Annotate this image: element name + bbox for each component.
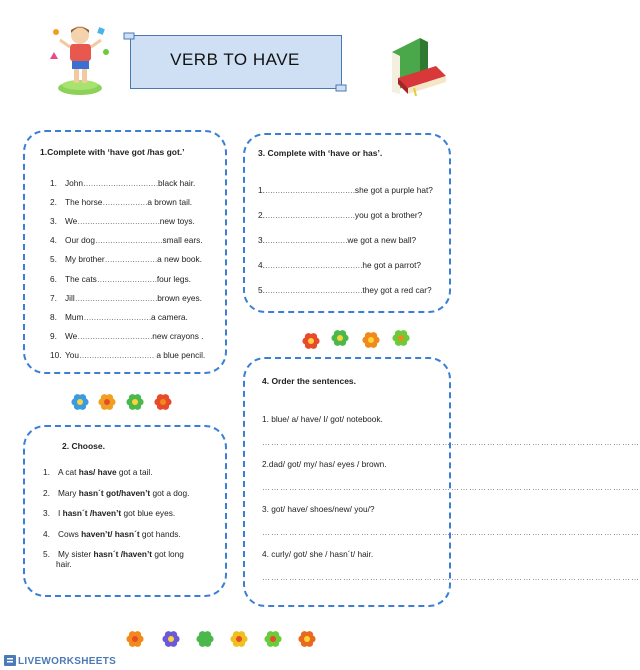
item-number: 6.: [50, 273, 57, 284]
section-3-item: [258, 185, 433, 195]
flower-icon: [162, 630, 180, 648]
answer-line[interactable]: ………………………………………………………………………………………………………………: [262, 483, 640, 492]
item-number: 1.: [258, 185, 265, 195]
section-2-item: [43, 467, 153, 477]
answer-choice[interactable]: haven’t/ hasn´t: [81, 528, 140, 539]
section-3-item: [258, 235, 416, 245]
section-3-item: [258, 285, 432, 295]
item-number: 3.: [258, 235, 265, 245]
section-3-header: 3. Complete with ‘have or has’.: [258, 148, 383, 158]
item-ending: brown eyes.: [157, 292, 202, 303]
item-subject: The cats: [65, 273, 97, 284]
section-1-item: [50, 235, 203, 245]
item-ending: got hands.: [139, 528, 181, 539]
section-4-item: 4. curly/ got/ she / hasn´t/ hair.: [262, 549, 374, 559]
item-ending: they got a red car?: [362, 285, 432, 295]
item-number: 2.: [258, 210, 265, 220]
item-ending: black hair.: [158, 178, 196, 188]
answer-line[interactable]: ………………………………………………………………………………………………………………: [262, 573, 640, 582]
item-subject: We: [65, 216, 78, 227]
item-number: 9.: [50, 330, 57, 341]
answer-blank[interactable]: ………………: [102, 198, 148, 208]
section-2-item: [43, 488, 189, 498]
item-number: 1.: [43, 467, 50, 477]
item-number: 4.: [43, 528, 50, 539]
section-1-item: [50, 274, 191, 284]
item-number: 5.: [258, 285, 265, 295]
item-number: 2.: [50, 197, 57, 208]
answer-blank[interactable]: …………………………………: [264, 286, 363, 295]
flower-icon: [331, 329, 349, 347]
item-ending: got long: [152, 549, 184, 559]
section-3-item: [258, 210, 422, 220]
section-1-item: [50, 197, 192, 207]
section-1-item: [50, 293, 202, 303]
answer-choice[interactable]: has/ have: [78, 467, 117, 477]
item-subject: The horse: [65, 197, 103, 208]
section-1-item: [50, 216, 195, 226]
answer-blank[interactable]: ………………………: [94, 236, 163, 246]
section-3-item: [258, 260, 421, 270]
flower-icon: [264, 630, 282, 648]
section-4-header: 4. Order the sentences.: [262, 376, 357, 386]
section-1-item: [50, 350, 205, 360]
liveworksheets-logo-icon: [4, 655, 17, 667]
item-subject: Cows: [58, 528, 82, 539]
answer-blank[interactable]: …………………………: [77, 331, 153, 341]
flower-icon: [392, 329, 410, 347]
answer-blank[interactable]: …………………………………: [264, 261, 363, 270]
section-4-item: 3. got/ have/ shoes/new/ you/?: [262, 504, 375, 514]
item-ending: got blue eyes.: [121, 508, 176, 518]
section-1-item: [50, 312, 188, 322]
section-1-header: 1.Complete with ‘have got /has got.’: [40, 147, 185, 157]
page-title: VERB TO HAVE: [170, 50, 300, 69]
answer-blank[interactable]: ………………………………: [264, 186, 355, 195]
item-ending: new crayons .: [152, 330, 204, 341]
item-number: 2.: [43, 487, 50, 498]
section-2-item: [43, 529, 181, 539]
item-subject: Jill: [65, 292, 75, 303]
section-1-item: [50, 254, 202, 264]
answer-blank[interactable]: ……………………………: [264, 236, 348, 245]
answer-choice[interactable]: hasn´t /haven’t: [62, 508, 122, 518]
boy-illustration: [48, 22, 114, 97]
flower-icon: [126, 393, 144, 411]
section-2-item: [43, 508, 175, 518]
item-ending: you got a brother?: [354, 210, 423, 220]
answer-blank[interactable]: ………………………: [83, 312, 151, 322]
item-number: 5.: [50, 254, 57, 265]
answer-blank[interactable]: …………………………: [79, 350, 155, 360]
item-subject: Mary: [58, 487, 79, 498]
item-subject: Mum: [65, 311, 84, 322]
flower-icon: [126, 630, 144, 648]
section-4-box: [243, 357, 640, 607]
section-2-item-5-continuation: hair.: [56, 559, 72, 569]
item-subject: My brother: [65, 254, 105, 265]
flower-icon: [98, 393, 116, 411]
item-number: 7.: [50, 292, 57, 303]
item-number: 3.: [50, 216, 57, 227]
item-number: 3.: [43, 508, 50, 518]
item-subject: We: [65, 330, 78, 341]
item-number: 4.: [50, 235, 57, 246]
item-subject: My sister: [58, 549, 94, 559]
item-ending: a camera.: [150, 311, 188, 322]
item-subject: John: [65, 178, 83, 188]
item-ending: we got a new ball?: [347, 235, 417, 245]
item-ending: a new book.: [157, 254, 202, 265]
item-ending: a brown tail.: [147, 197, 193, 208]
answer-line[interactable]: ………………………………………………………………………………………………………………: [262, 438, 640, 447]
item-ending: got a dog.: [150, 487, 190, 498]
answer-choice[interactable]: hasn´t /haven’t: [93, 549, 153, 559]
item-ending: he got a parrot?: [362, 260, 422, 270]
item-subject: I: [58, 508, 63, 518]
answer-blank[interactable]: ……………………………: [74, 293, 158, 303]
item-ending: new toys.: [159, 216, 195, 227]
answer-line[interactable]: ………………………………………………………………………………………………………………: [262, 528, 640, 537]
books-illustration: [386, 30, 450, 96]
item-number: 1.: [50, 178, 57, 188]
section-4-item: 2.dad/ got/ my/ has/ eyes / brown.: [262, 459, 387, 469]
footer-brand: LIVEWORKSHEETS: [18, 656, 117, 667]
flower-icon: [230, 630, 248, 648]
item-number: 10.: [50, 349, 62, 360]
answer-blank[interactable]: …………………………: [83, 179, 158, 188]
item-ending: a blue pencil.: [154, 349, 206, 360]
section-2-item: [43, 549, 184, 559]
flower-icon: [71, 393, 89, 411]
answer-blank[interactable]: ……………………………: [77, 217, 160, 227]
answer-blank[interactable]: ……………………: [96, 274, 157, 284]
flower-icon: [362, 331, 380, 349]
item-number: 8.: [50, 311, 57, 322]
flower-icon: [154, 393, 172, 411]
item-number: 5.: [43, 549, 50, 559]
flower-icon: [302, 332, 320, 350]
section-2-header: 2. Choose.: [62, 441, 105, 451]
item-ending: got a tail.: [116, 467, 153, 477]
item-subject: Our dog: [65, 235, 95, 246]
answer-choice[interactable]: hasn´t got/haven’t: [78, 487, 151, 498]
flower-icon: [196, 630, 214, 648]
item-ending: four legs.: [156, 273, 191, 284]
section-4-item: 1. blue/ a/ have/ I/ got/ notebook.: [262, 414, 383, 424]
section-1-item: [50, 331, 203, 341]
item-ending: she got a purple hat?: [354, 185, 433, 195]
item-subject: You: [65, 349, 80, 360]
item-number: 4.: [258, 260, 265, 270]
section-1-item: [50, 178, 195, 188]
item-subject: A cat: [58, 467, 79, 477]
answer-blank[interactable]: ………………………………: [264, 211, 355, 220]
flower-icon: [298, 630, 316, 648]
item-ending: small ears.: [162, 235, 203, 246]
answer-blank[interactable]: …………………: [104, 255, 158, 265]
